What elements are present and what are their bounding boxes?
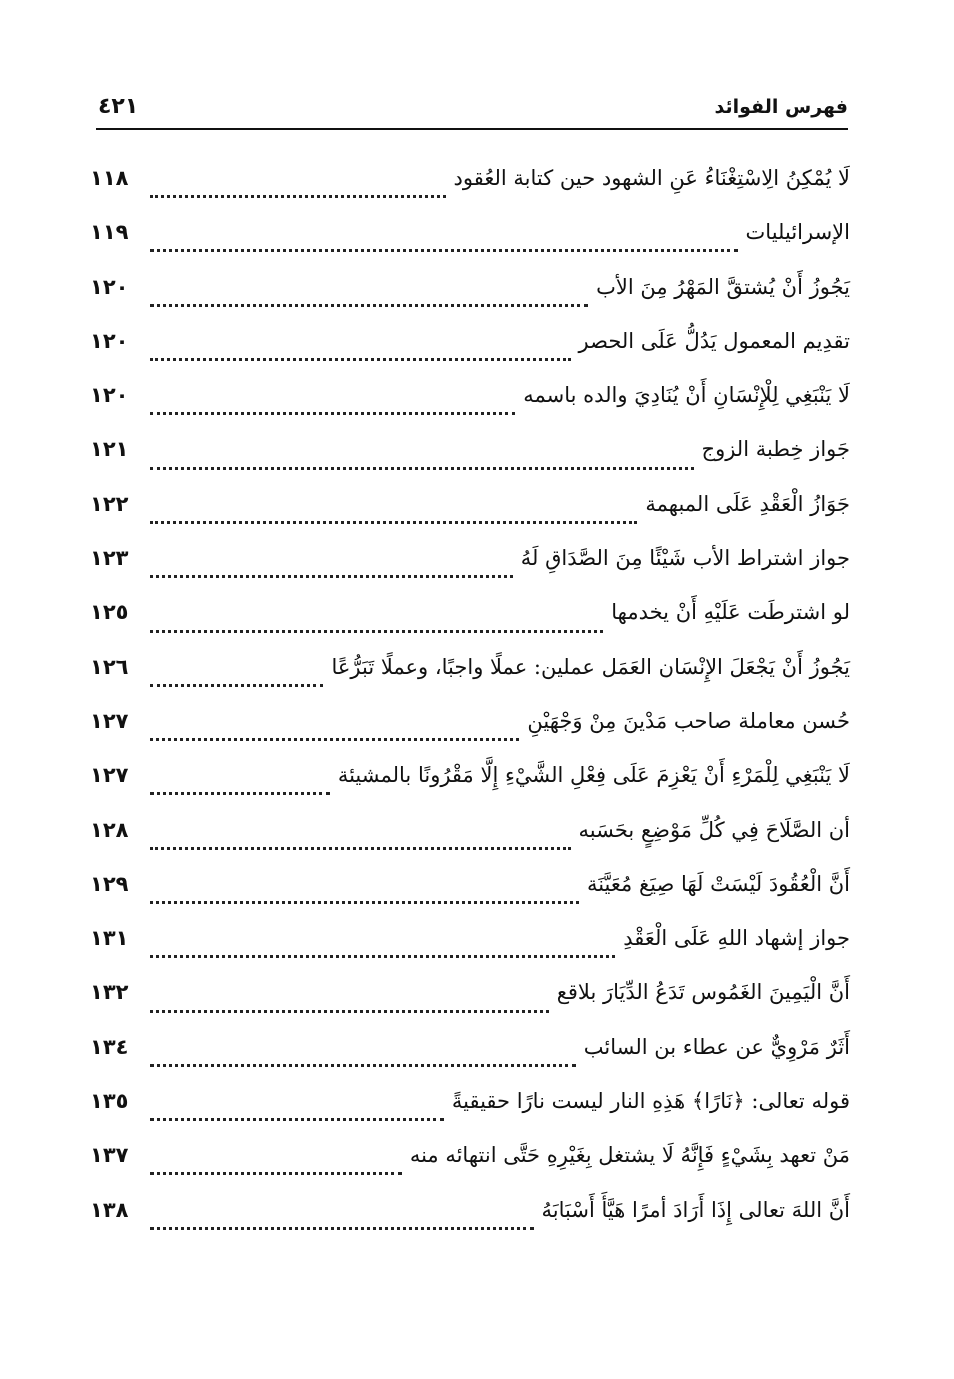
header-rule (96, 128, 848, 130)
index-entry (90, 488, 850, 542)
entry-page-number: ١٢٩ (90, 871, 129, 896)
section-title: فهرس الفوائد (714, 96, 848, 118)
index-entry (90, 216, 850, 270)
entry-text: قوله تعالى: ﴿نَارًا﴾ هَذِهِ النار ليست نارًا حقيقيةً (451, 1089, 850, 1114)
entry-page-number: ١٣٤ (90, 1034, 129, 1059)
index-entry (90, 379, 850, 433)
entry-text: لَا يَنْبَغِي لِلْإِنْسَانِ أَنْ يُنَادِيَ والده باسمه (523, 383, 850, 408)
dot-leader (150, 1117, 444, 1121)
entry-page-number: ١٢٠ (90, 274, 129, 299)
entry-page-number: ١٢٦ (90, 654, 129, 679)
index-entry (90, 542, 850, 596)
entry-page-number: ١٢٠ (90, 328, 129, 353)
dot-leader (150, 520, 637, 524)
index-entry (90, 1139, 850, 1193)
entry-text: جواز اشتراط الأب شَيْئًا مِنَ الصَّدَاقِ لَهُ (520, 546, 850, 571)
index-entry (90, 596, 850, 650)
entry-text: تقدِيم المعمول يَدُلُّ عَلَى الحصر (578, 328, 850, 353)
entry-text: مَنْ تعهد بِشَيْءٍ فَإِنَّهُ لَا يشتغل بِغَيْرِهِ حَتَّى انتهائه منه (409, 1143, 850, 1168)
entry-text: أَنَّ الْعُقُودَ لَيْسَتْ لَهَا صِيَغ مُعَيَّنَة (586, 871, 850, 896)
index-entry (90, 814, 850, 868)
dot-leader (150, 954, 615, 958)
entry-page-number: ١٢١ (90, 437, 129, 462)
dot-leader (150, 303, 588, 307)
index-entry (90, 922, 850, 976)
index-entry (90, 651, 850, 705)
dot-leader (150, 846, 571, 850)
entry-text: جَوَازُ الْعَقْدِ عَلَى المبهمة (645, 491, 850, 516)
entry-text: لَا يَنْبَغِي لِلْمَرْءِ أَنْ يَعْزِمَ عَلَى فِعْلِ الشَّيْءِ إِلَّا مَقْرُونًا بالمشيئة (337, 763, 850, 788)
entry-page-number: ١٢٨ (90, 817, 129, 842)
index-entry (90, 162, 850, 216)
dot-leader (150, 466, 694, 470)
entry-text: حُسن معاملة صاحب مَدْينَ مِنْ وَجْهَيْنِ (527, 708, 850, 733)
entry-page-number: ١٢٧ (90, 708, 129, 733)
entry-text: يَجُوزُ أَنْ يُشتقَّ المَهْرُ مِنَ الأب (596, 274, 850, 299)
index-entry (90, 976, 850, 1030)
dot-leader (150, 574, 513, 578)
entry-page-number: ١٣٥ (90, 1089, 129, 1114)
index-entry (90, 271, 850, 325)
dot-leader (150, 629, 603, 633)
entry-text: جَواز خِطبة الزوج (701, 437, 850, 462)
entry-text: أَنَّ اللهَ تعالى إِذَا أَرَادَ أمرًا هَيَّأَ أَسْبَابَهُ (541, 1197, 850, 1222)
index-entry (90, 705, 850, 759)
entry-text: الإسرائيليات (745, 220, 850, 245)
dot-leader (150, 683, 323, 687)
entry-page-number: ١٣١ (90, 926, 129, 951)
entry-page-number: ١١٨ (90, 166, 129, 190)
entry-text: أَنَّ الْيَمِينَ الغَمُوس تَدَعُ الدِّيَارَ بلاقع (556, 980, 850, 1005)
index-entry (90, 759, 850, 813)
dot-leader (150, 791, 330, 795)
entry-page-number: ١٣٧ (90, 1143, 129, 1168)
dot-leader (150, 1009, 549, 1013)
entry-text: لَا يُمْكِنُ الِاسْتِغْنَاءُ عَنِ الشهود حين كتابة العُقود (453, 166, 850, 190)
index-entry (90, 1085, 850, 1139)
entry-text: لو اشترطَت عَلَيْهِ أَنْ يخدمها (611, 600, 850, 625)
dot-leader (150, 1226, 534, 1230)
entry-page-number: ١٢٢ (90, 491, 129, 516)
entry-page-number: ١٢٠ (90, 383, 129, 408)
index-entry (90, 325, 850, 379)
entry-text: أَثَرٌ مَرْوِيٌّ عن عطاء بن السائب (583, 1034, 850, 1059)
index-entry (90, 868, 850, 922)
entry-page-number: ١٢٣ (90, 546, 129, 571)
entry-page-number: ١٢٧ (90, 763, 129, 788)
index-entry (90, 1031, 850, 1085)
dot-leader (150, 737, 519, 741)
entry-page-number: ١٣٢ (90, 980, 129, 1005)
entry-page-number: ١٢٥ (90, 600, 129, 625)
dot-leader (150, 411, 515, 415)
dot-leader (150, 248, 738, 252)
dot-leader (150, 357, 571, 361)
index-entry (90, 1194, 850, 1248)
page-number: ٤٢١ (98, 94, 139, 119)
entry-text: أن الصَّلَاحَ فِي كُلِّ مَوْضِعٍ بحَسَبه (578, 817, 850, 842)
entry-text: جواز إشهاد اللهِ عَلَى الْعَقْدِ (623, 926, 850, 951)
page-header (96, 94, 848, 128)
entry-page-number: ١١٩ (90, 220, 129, 245)
dot-leader (150, 900, 579, 904)
dot-leader (150, 1171, 402, 1175)
dot-leader (150, 1063, 576, 1067)
dot-leader (150, 194, 446, 198)
entry-text: يَجُوزُ أَنْ يَجْعَلَ الإِنْسَان العَمَل عملين: عملًا واجبًا، وعملًا تَبَرُّعًا (331, 654, 850, 679)
entry-page-number: ١٣٨ (90, 1197, 129, 1222)
index-list (90, 162, 850, 1248)
index-entry (90, 433, 850, 487)
